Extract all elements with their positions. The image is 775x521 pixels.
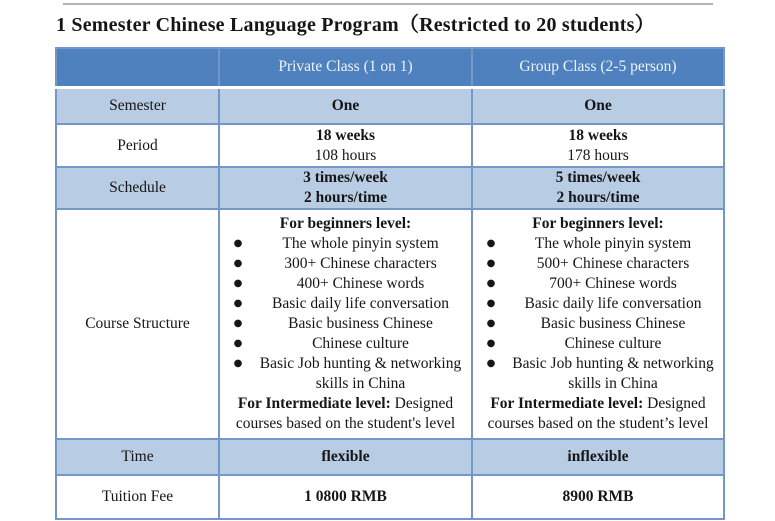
schedule-private-hours: 2 hours/time bbox=[303, 189, 388, 206]
period-group-value bbox=[472, 124, 724, 167]
bullet-icon: ● bbox=[486, 358, 496, 369]
semester-private-value: One bbox=[219, 87, 472, 124]
schedule-group-hours: 2 hours/time bbox=[556, 189, 640, 206]
header-private-class: Private Class (1 on 1) bbox=[219, 48, 472, 87]
private-intermediate-heading: For Intermediate level: bbox=[237, 395, 391, 412]
header-group-class: Group Class (2-5 person) bbox=[472, 48, 724, 87]
tuition-fee-label: Tuition Fee bbox=[56, 475, 219, 519]
bullet-icon: ● bbox=[486, 238, 496, 249]
bullet-icon: ● bbox=[233, 238, 243, 249]
schedule-label: Schedule bbox=[56, 167, 219, 209]
program-table bbox=[55, 47, 725, 520]
row-course-structure bbox=[56, 209, 724, 439]
course-structure-private bbox=[219, 209, 472, 439]
schedule-private-times: 3 times/week bbox=[303, 169, 388, 186]
group-intermediate-text: Designed courses based on the student’s level bbox=[487, 395, 709, 432]
bullet-icon: ● bbox=[486, 278, 496, 289]
bullet-icon: ● bbox=[486, 318, 496, 329]
course-structure-group bbox=[472, 209, 724, 439]
row-tuition-fee bbox=[56, 475, 724, 519]
tuition-group-value: 8900 RMB bbox=[472, 475, 724, 519]
row-schedule bbox=[56, 167, 724, 209]
bullet-icon: ● bbox=[233, 358, 243, 369]
bullet-icon: ● bbox=[233, 318, 243, 329]
list-item: ● The whole pinyin system bbox=[473, 234, 723, 254]
period-private-hours: 108 hours bbox=[314, 146, 377, 164]
schedule-group-times: 5 times/week bbox=[555, 169, 641, 186]
list-item: ● 400+ Chinese words bbox=[220, 274, 471, 294]
list-item: ● Chinese culture bbox=[473, 334, 723, 354]
schedule-group-value bbox=[472, 167, 724, 209]
list-item: ● Chinese culture bbox=[220, 334, 471, 354]
period-private-value bbox=[219, 124, 472, 167]
list-item: ● Basic daily life conversation bbox=[473, 294, 723, 314]
period-group-weeks: 18 weeks bbox=[568, 126, 628, 144]
bullet-icon: ● bbox=[486, 338, 496, 349]
schedule-private-value bbox=[219, 167, 472, 209]
private-intermediate-note bbox=[220, 394, 471, 434]
page-top-divider bbox=[63, 3, 713, 5]
bullet-icon: ● bbox=[233, 278, 243, 289]
bullet-icon: ● bbox=[486, 298, 496, 309]
semester-group-value: One bbox=[472, 87, 724, 124]
header-corner-cell bbox=[56, 48, 219, 87]
bullet-icon: ● bbox=[486, 258, 496, 269]
bullet-icon: ● bbox=[233, 298, 243, 309]
private-intermediate-text: Designed courses based on the student's level bbox=[235, 395, 456, 432]
period-label: Period bbox=[56, 124, 219, 167]
row-time bbox=[56, 439, 724, 475]
table-header-row bbox=[56, 48, 724, 87]
course-structure-label: Course Structure bbox=[56, 209, 219, 439]
list-item: ● The whole pinyin system bbox=[220, 234, 471, 254]
group-intermediate-heading: For Intermediate level: bbox=[490, 395, 644, 412]
row-semester bbox=[56, 87, 724, 124]
private-beginners-heading: For beginners level: bbox=[279, 215, 412, 232]
time-group-value: inflexible bbox=[472, 439, 724, 475]
time-private-value: flexible bbox=[219, 439, 472, 475]
list-item: ● Basic Job hunting & networking skills in China bbox=[220, 354, 471, 394]
list-item: ● Basic Job hunting & networking skills in China bbox=[473, 354, 723, 394]
row-period bbox=[56, 124, 724, 167]
list-item: ● Basic business Chinese bbox=[473, 314, 723, 334]
group-beginners-heading: For beginners level: bbox=[532, 215, 664, 232]
semester-label: Semester bbox=[56, 87, 219, 124]
time-label: Time bbox=[56, 439, 219, 475]
period-group-hours: 178 hours bbox=[567, 146, 629, 164]
list-item: ● Basic daily life conversation bbox=[220, 294, 471, 314]
list-item: ● 500+ Chinese characters bbox=[473, 254, 723, 274]
list-item: ● 300+ Chinese characters bbox=[220, 254, 471, 274]
group-intermediate-note bbox=[473, 394, 723, 434]
list-item: ● Basic business Chinese bbox=[220, 314, 471, 334]
tuition-private-value: 1 0800 RMB bbox=[219, 475, 472, 519]
bullet-icon: ● bbox=[233, 258, 243, 269]
list-item: ● 700+ Chinese words bbox=[473, 274, 723, 294]
bullet-icon: ● bbox=[233, 338, 243, 349]
page-title: 1 Semester Chinese Language Program（Restricted to 20 students） bbox=[56, 14, 655, 36]
period-private-weeks: 18 weeks bbox=[316, 126, 375, 144]
